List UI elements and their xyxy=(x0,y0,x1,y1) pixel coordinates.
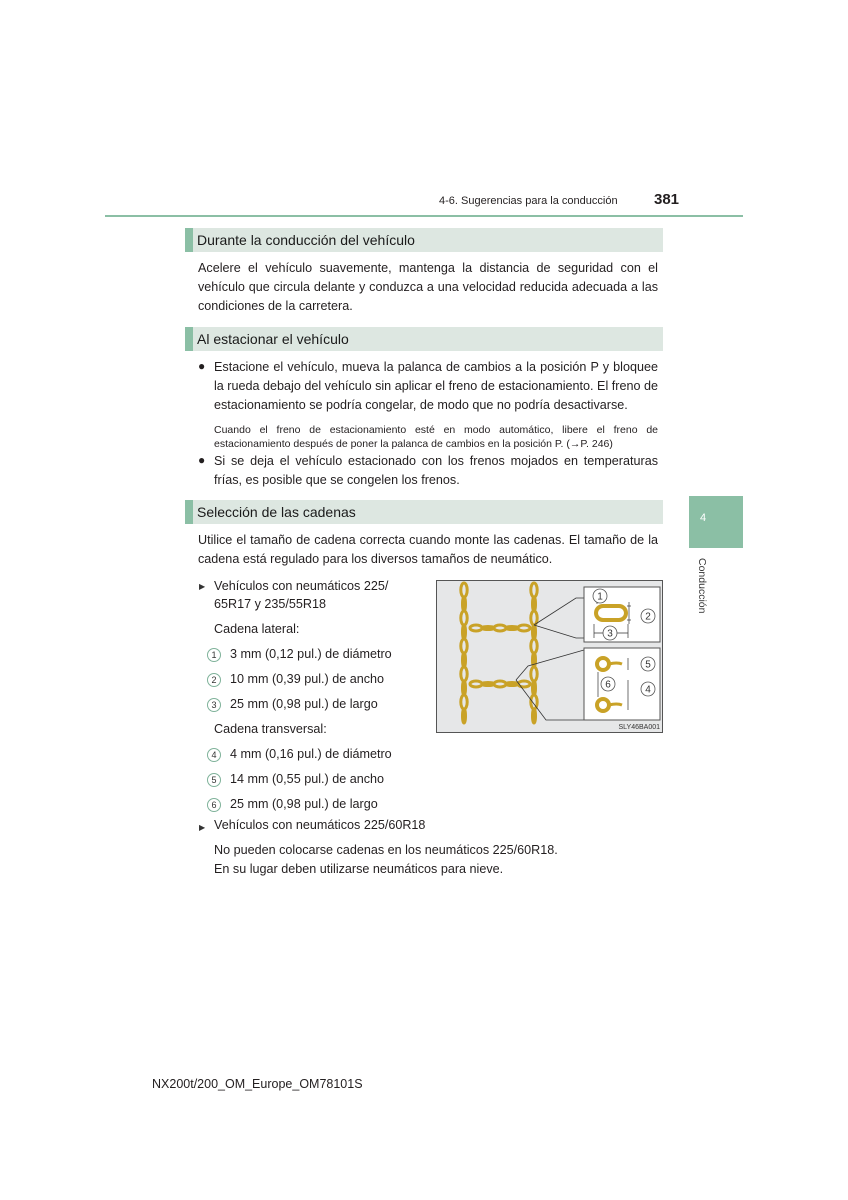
figure-code: SLY46BA001 xyxy=(618,724,660,731)
bullet-icon: ● xyxy=(198,359,206,373)
triangle-bullet-icon: ▶ xyxy=(199,823,206,832)
svg-text:1: 1 xyxy=(597,591,603,603)
parking-note: Cuando el freno de estacionamiento esté en modo automático, libere el freno de estacionamiento después de poner la palanca de cambios en la posición P. (→P. 246) xyxy=(214,424,658,450)
group2-heading: Vehículos con neumáticos 225/60R18 xyxy=(214,818,426,832)
chapter-number: 4 xyxy=(700,512,707,524)
svg-text:5: 5 xyxy=(645,659,651,671)
side-item-2: 10 mm (0,39 pul.) de ancho xyxy=(230,672,385,686)
group2-text-line2: En su lugar deben utilizarse neumáticos para nieve. xyxy=(214,862,504,876)
group1-heading-line1: Vehículos con neumáticos 225/ xyxy=(214,579,389,593)
running-header: 4-6. Sugerencias para la conducción xyxy=(439,195,618,207)
callout-4-icon: 4 xyxy=(207,748,221,762)
cross-item-4: 4 mm (0,16 pul.) de diámetro xyxy=(230,747,392,761)
page-number: 381 xyxy=(654,191,680,208)
svg-text:2: 2 xyxy=(645,611,651,623)
bullet-icon: ● xyxy=(198,453,206,467)
section-title-driving: Durante la conducción del vehículo xyxy=(185,228,663,252)
chapter-tab xyxy=(689,496,743,548)
svg-text:6: 6 xyxy=(605,679,611,691)
parking-bullet-1: Estacione el vehículo, mueva la palanca de cambios a la posición P y bloquee la rueda debajo del vehículo sin aplicar el freno de estacionamiento. El freno de estacionamiento se podría congelar, de modo que no podría desactivarse. xyxy=(214,360,658,412)
callout-3-icon: 3 xyxy=(207,698,221,712)
callout-1-icon: 1 xyxy=(207,648,221,662)
callout-6-icon: 6 xyxy=(207,798,221,812)
header-rule xyxy=(105,215,743,217)
section-paragraph-chains: Utilice el tamaño de cadena correcta cuando monte las cadenas. El tamaño de la cadena está regulado para los diversos tamaños de neumático. xyxy=(198,533,658,566)
side-item-3: 25 mm (0,98 pul.) de largo xyxy=(230,697,378,711)
callout-5-icon: 5 xyxy=(207,773,221,787)
callout-2-icon: 2 xyxy=(207,673,221,687)
tire-chain-figure xyxy=(436,580,663,733)
footer-doc-id: NX200t/200_OM_Europe_OM78101S xyxy=(152,1077,363,1091)
svg-text:3: 3 xyxy=(607,628,613,640)
side-chain-label: Cadena lateral: xyxy=(214,622,300,636)
group2-text-line1: No pueden colocarse cadenas en los neumáticos 225/60R18. xyxy=(214,843,558,857)
triangle-bullet-icon: ▶ xyxy=(199,582,206,591)
section-title-chains: Selección de las cadenas xyxy=(185,500,663,524)
cross-chain-label: Cadena transversal: xyxy=(214,722,327,736)
group1-heading-line2: 65R17 y 235/55R18 xyxy=(214,597,327,611)
cross-item-6: 25 mm (0,98 pul.) de largo xyxy=(230,797,378,811)
side-item-1: 3 mm (0,12 pul.) de diámetro xyxy=(230,647,392,661)
chapter-label: Conducción xyxy=(696,558,708,614)
section-title-parking: Al estacionar el vehículo xyxy=(185,327,663,351)
svg-text:4: 4 xyxy=(645,684,651,696)
cross-item-5: 14 mm (0,55 pul.) de ancho xyxy=(230,772,385,786)
section-paragraph-driving: Acelere el vehículo suavemente, mantenga la distancia de seguridad con el vehículo que circula delante y conduzca a una velocidad reducida adecuada a las condiciones de la carretera. xyxy=(198,261,658,313)
parking-bullet-2: Si se deja el vehículo estacionado con los frenos mojados en temperaturas frías, es posible que se congelen los frenos. xyxy=(214,454,658,487)
